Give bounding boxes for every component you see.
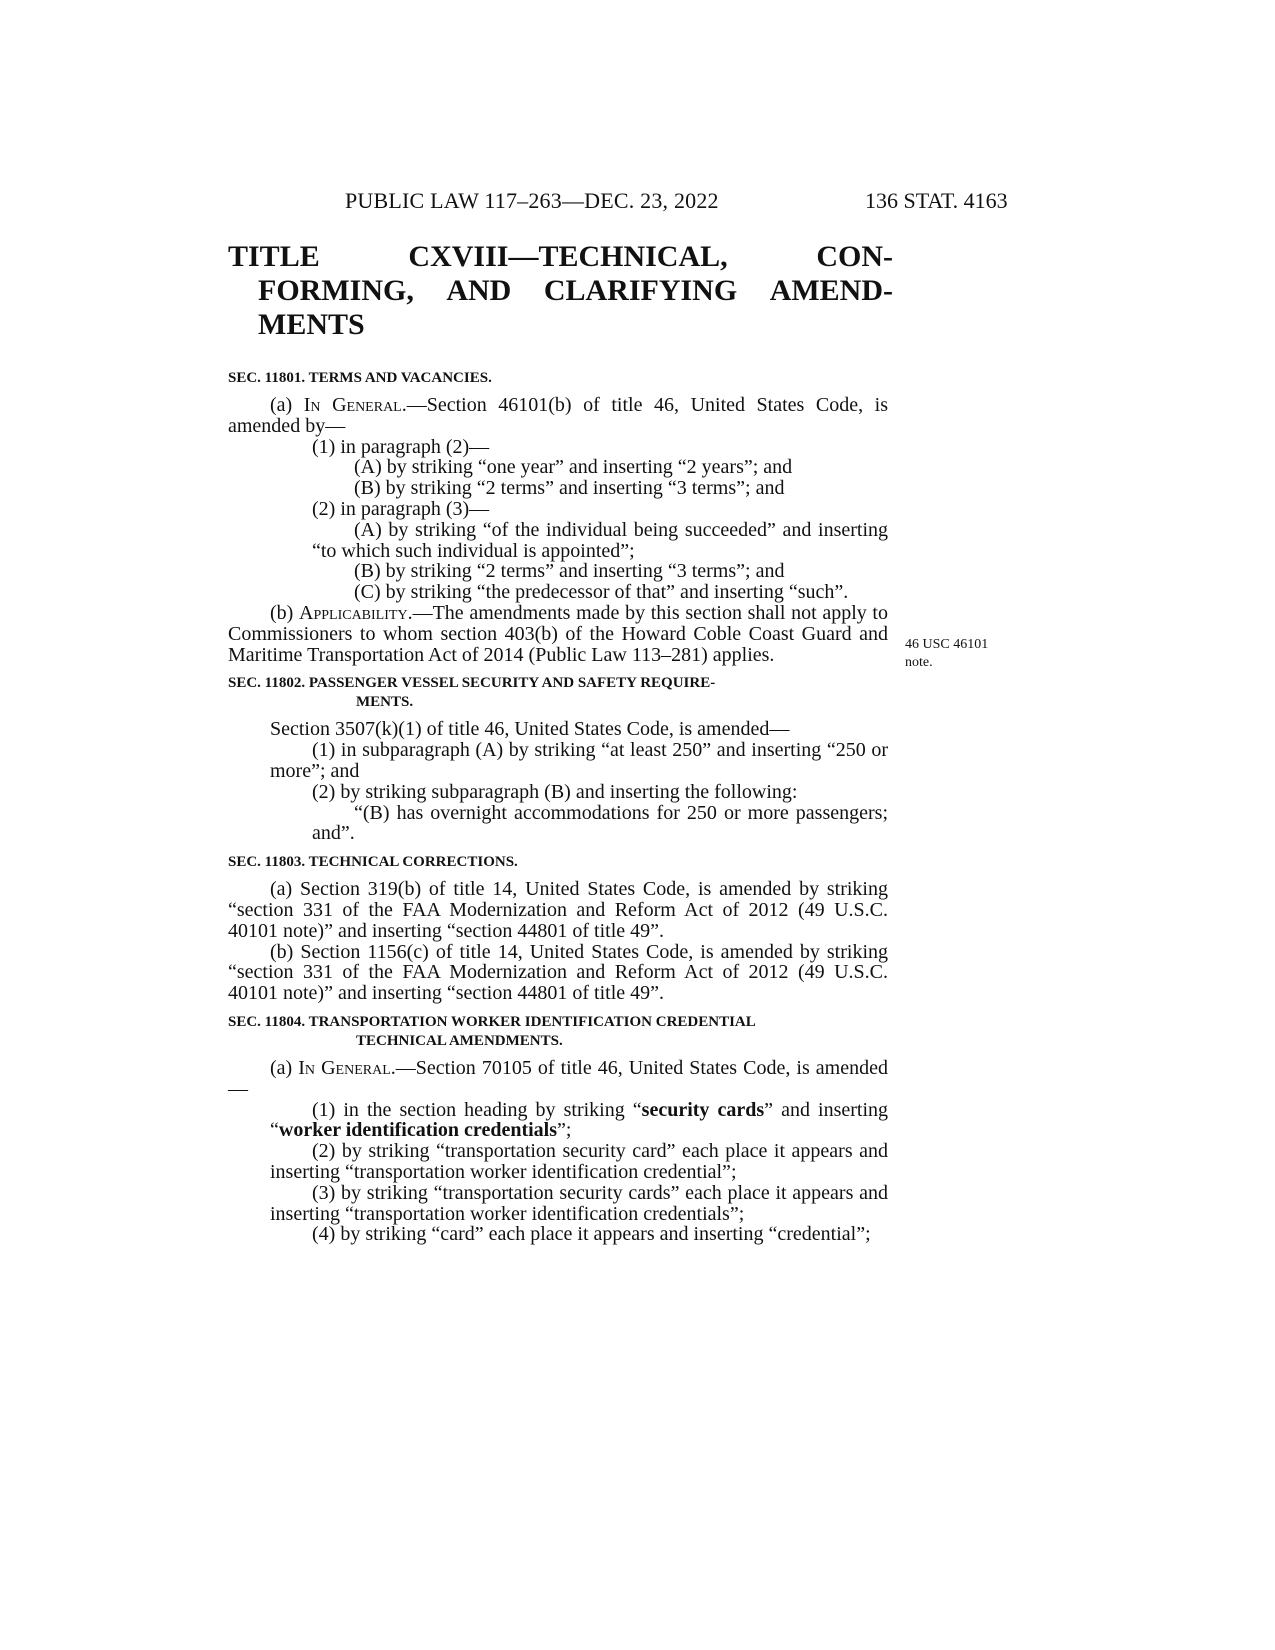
margin-note xyxy=(905,636,988,672)
title-word: TITLE xyxy=(228,240,320,273)
section-heading-11803: SEC. 11803. TECHNICAL CORRECTIONS. xyxy=(228,854,518,871)
title-word: AND xyxy=(446,274,512,307)
section-heading-line: TECHNICAL AMENDMENTS. xyxy=(356,1032,563,1049)
paragraph xyxy=(228,1100,888,1142)
paragraph-text: ”; xyxy=(557,1119,572,1142)
section-heading-11802 xyxy=(228,674,888,712)
subsection-text: .—Section 70105 of title 46, United States Code, is amended— xyxy=(228,1056,888,1100)
paragraph: (4) by striking “card” each place it appears and inserting “credential”; xyxy=(312,1223,871,1246)
margin-note-line: 46 USC 46101 xyxy=(905,637,989,652)
title-word: CLARIFYING xyxy=(543,274,738,307)
subparagraph: (A) by striking “of the individual being succeeded” and inserting “to which such individual is appointed”; xyxy=(312,518,888,562)
title-word: CON- xyxy=(816,240,893,273)
section-heading-line: SEC. 11804. TRANSPORTATION WORKER IDENTIFICATION CREDENTIAL xyxy=(228,1013,756,1030)
running-header-stat: 136 STAT. 4163 xyxy=(865,188,1008,213)
margin-note-line: note. xyxy=(905,655,933,670)
section-heading-11804 xyxy=(228,1013,888,1051)
subsection-label: (b) xyxy=(270,601,299,624)
subparagraph xyxy=(228,457,888,478)
title-word: AMEND- xyxy=(769,274,893,307)
subsection-a xyxy=(228,395,888,437)
paragraph-text: ” and inserting “ xyxy=(270,1098,888,1142)
paragraph: (2) in paragraph (3)— xyxy=(312,497,490,520)
subsection-a xyxy=(228,1058,888,1100)
title-word: CXVIII—TECHNICAL, xyxy=(408,240,728,273)
section-heading-line: SEC. 11802. PASSENGER VESSEL SECURITY AND SAFETY REQUIRE- xyxy=(228,675,716,692)
subsection-heading: In General xyxy=(303,394,402,416)
subsection-heading: In General xyxy=(298,1056,391,1079)
subparagraph-text: (A) by striking “one year” and inserting “2 years”; and xyxy=(354,456,793,479)
paragraph: (2) by striking “transportation security card” each place it appears and inserting “transportation worker identification credential”; xyxy=(270,1140,888,1183)
subsection-text: .—Section 46101(b) of title 46, United States Code, is amended by— xyxy=(228,394,888,437)
title-line-2 xyxy=(228,274,893,308)
subsection-heading: Applicability xyxy=(299,601,408,624)
subsection-a: (a) Section 319(b) of title 14, United States Code, is amended by striking “section 331 of the FAA Modernization and Reform Act of 2012 (49 U.S.C. 40101 note)” and inserting “section 44801 of title 49”. xyxy=(228,878,888,942)
title-line-1 xyxy=(228,240,893,274)
subsection-b xyxy=(228,603,888,665)
section-heading-line: MENTS. xyxy=(356,694,414,711)
subsection-label: (a) xyxy=(270,394,304,416)
paragraph: (3) by striking “transportation security cards” each place it appears and inserting “transportation worker identification credentials”; xyxy=(270,1181,888,1225)
title-line-3: MENTS xyxy=(258,308,365,341)
bold-term: security cards xyxy=(641,1098,765,1121)
paragraph: (1) in subparagraph (A) by striking “at least 250” and inserting “250 or more”; and xyxy=(270,739,888,782)
running-header-law: PUBLIC LAW 117–263—DEC. 23, 2022 xyxy=(345,188,719,213)
subsection-text: .—The amendments made by this section shall not apply to Commissioners to whom section 403(b) of the Howard Coble Coast Guard and Maritime Transportation Act of 2014 (Public Law 113–281) applies. xyxy=(228,601,888,666)
subparagraph: (B) by striking “2 terms” and inserting “3 terms”; and xyxy=(354,560,785,583)
body-column xyxy=(228,360,888,1245)
section-intro: Section 3507(k)(1) of title 46, United States Code, is amended— xyxy=(270,718,790,741)
title-word: FORMING, xyxy=(258,274,414,307)
subsection-label: (a) xyxy=(270,1056,299,1079)
bold-term: worker identification credentials xyxy=(278,1119,558,1142)
quoted-paragraph: “(B) has overnight accommodations for 250 or more passengers; and”. xyxy=(312,801,888,845)
paragraph: (1) in paragraph (2)— xyxy=(312,435,490,458)
subsection-b: (b) Section 1156(c) of title 14, United States Code, is amended by striking “section 331 of the FAA Modernization and Reform Act of 2012 (49 U.S.C. 40101 note)” and inserting “section 44801 of title 49”. xyxy=(228,940,888,1005)
section-heading-11801: SEC. 11801. TERMS AND VACANCIES. xyxy=(228,370,492,386)
paragraph: (2) by striking subparagraph (B) and inserting the following: xyxy=(312,780,798,803)
title-heading xyxy=(228,240,893,342)
subparagraph: (B) by striking “2 terms” and inserting “3 terms”; and xyxy=(354,477,785,500)
subparagraph: (C) by striking “the predecessor of that” and inserting “such”. xyxy=(354,581,849,604)
paragraph-text: (1) in the section heading by striking “ xyxy=(312,1098,642,1121)
